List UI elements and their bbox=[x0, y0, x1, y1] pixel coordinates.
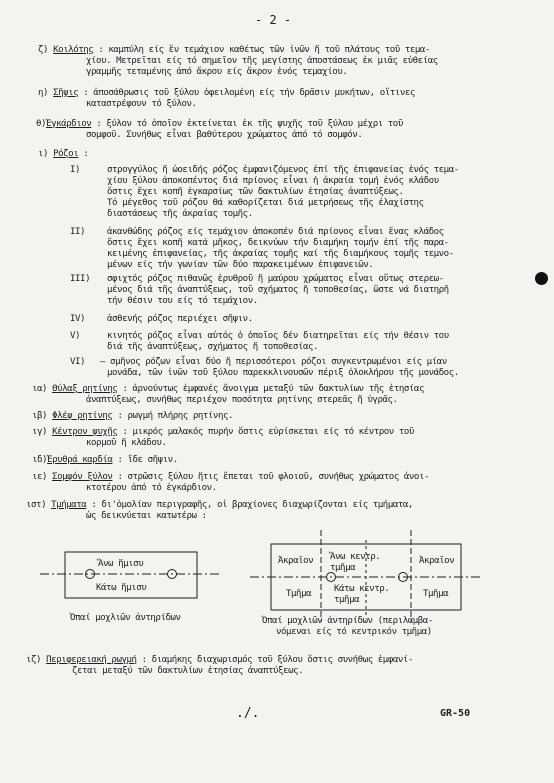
rozos-3-line-1: σφιχτός ρόζος πιθανῶς ἐρυθροῦ ἤ μαύρου χρώματος εἶναι οὕτως στερεω- bbox=[107, 274, 444, 284]
rozos-4-line-1: ἀσθενής ρόζος περιέχει σῆψιν. bbox=[107, 314, 253, 324]
entry-ie-line-2: κτοτέρου ἀπό τό ἐγκάρδιον. bbox=[86, 483, 217, 493]
rozos-1-line-4: Τό μέγεθος τοῦ ρόζου θά καθορίζεται διά μετρήσεως τῆς ἐλαχίστης bbox=[107, 198, 424, 208]
rozos-numeral-6: VI) bbox=[70, 357, 86, 367]
term-tmimata: Τμήματα bbox=[51, 500, 87, 510]
rozos-2-line-2: ὅστις ἔχει κοπῆ κατά μῆκος, δεικνύων τήν διαμήκη τομήν ἐπί τῆς παρα- bbox=[107, 238, 449, 248]
entry-iz-line-1: ιζ) Περιφερειακή ρωγμή : διαμήκης διαχωρισμός τοῦ ξύλου ὅστις συνήθως ἐμφανί- bbox=[26, 655, 413, 665]
entry-id: ιδ)Ἐρυθρά καρδία : ἴδε σῆψιν. bbox=[32, 455, 178, 465]
left-top-label: Ἄνω ἥμισυ bbox=[98, 559, 144, 569]
term-rozoi: Ρόζοι bbox=[53, 149, 79, 159]
entry-iz-line-2: ζεται μεταξύ τῶν δακτυλίων ἐτησίας ἀναπτύξεως. bbox=[72, 666, 304, 676]
right-caption-line-2: νόμεναι είς τό κεντρικόν τμῆμα) bbox=[276, 627, 432, 637]
term-perifereiaki: Περιφερειακή ρωγμή bbox=[46, 655, 137, 665]
entry-ig-line-2: κορμοῦ ἤ κλάδου. bbox=[86, 438, 167, 448]
term-somfon: Σομφόν ξύλον bbox=[52, 472, 113, 482]
rozos-3-line-2: μένος διά τῆς ἀναπτύξεως, τοῦ σχήματος ἤ τοποθεσίας, ὥστε νά διατηρῆ bbox=[107, 285, 449, 295]
page-number: - 2 - bbox=[255, 13, 292, 27]
entry-zeta-line-3: γραμμῆς τεταμένης ἀπό ἄκρου είς ἄκρον ἑνός τεμαχίου. bbox=[86, 67, 348, 77]
entry-ig-line-1: ιγ) Κέντρον ψυχῆς : μικρός μαλακός πυρήν ὅστις εὑρίσκεται είς τό κέντρον τοῦ bbox=[32, 427, 414, 437]
rozos-numeral-4: IV) bbox=[70, 314, 86, 324]
rozos-2-line-4: μένων είς τήν γωνίαν τῶν δύο παρακειμένων ἐπιφανειῶν. bbox=[107, 260, 374, 270]
term-sipsis: Σῆψις bbox=[53, 88, 79, 98]
entry-theta-line-2: σομφοῦ. Συνήθως εἶναι βαθύτερου χρώματος ἀπό τό σομφόν. bbox=[86, 130, 363, 140]
term-koilotis: Κοιλότης bbox=[53, 45, 94, 55]
rozos-2-line-3: κειμένης ἐπιφανείας, τῆς ἀκραίας τομῆς καί τῆς διαμήκους τομῆς τεμνο- bbox=[107, 249, 454, 259]
entry-eta-line-2: καταστρέφουν τό ξύλον. bbox=[86, 99, 197, 109]
term-erythra: Ἐρυθρά καρδία bbox=[47, 455, 113, 465]
term-enkardion: Ἐγκάρδιον bbox=[46, 119, 92, 129]
rozos-numeral-3: III) bbox=[70, 274, 91, 284]
entry-zeta-line-1: ζ) Κοιλότης : καμπύλη είς ἕν τεμάχιον καθέτως τῶν ἰνῶν ἤ τοῦ πλάτους τοῦ τεμα- bbox=[38, 45, 430, 55]
entry-ib: ιβ) Φλέψ ρητίνης : ρωγμή πλήρης ρητίνης. bbox=[32, 411, 234, 421]
entry-ist-line-2: ὡς δεικνύεται κατωτέρω : bbox=[86, 511, 207, 521]
entry-ist-line-1: ιστ) Τμήματα : δι'ὁμολίαν περιγραφῆς, οἱ βραχίονες διαχωρίζονται είς τμήματα, bbox=[26, 500, 413, 510]
right-caption-line-1: Ὀπαί μοχλιῶν ἀντηρίδων (περιλαμβα- bbox=[262, 616, 433, 626]
entry-zeta-line-2: χίου. Μετρεῖται είς τό σημεῖον τῆς μεγίστης ἀποστάσεως ἐκ μιᾶς εὐθείας bbox=[86, 56, 438, 66]
term-fleps: Φλέψ ρητίνης bbox=[52, 411, 113, 421]
right-bottom-left-label: Τμῆμα bbox=[286, 589, 312, 599]
rozos-3-line-3: τήν θέσιν του είς τό τεμάχιον. bbox=[107, 296, 258, 306]
entry-eta-line-1: η) Σῆψις : ἀποσάθρωσις τοῦ ξύλου ὀφειλομένη είς τήν δρᾶσιν μυκήτων, οἵτινες bbox=[38, 88, 415, 98]
rozos-numeral-1: I) bbox=[70, 165, 81, 175]
rozos-1-line-2: χίου ξύλου ἀποκοπέντος διά πρίονος εἶναι ἡ ἀκραία τομή ἑνός κλάδου bbox=[107, 176, 439, 186]
entry-theta-line-1: θ)Ἐγκάρδιον : ξύλον τό ὁποῖον ἐκτείνεται ἐκ τῆς ψυχῆς τοῦ ξύλου μέχρι τοῦ bbox=[36, 119, 403, 129]
entry-ia-line-1: ια) Θύλαξ ρητίνης : ἀρνούντως ἐμφανές ἄνοιγμα μεταξύ τῶν δακτυλίων τῆς ἐτησίας bbox=[32, 384, 424, 394]
entry-ie-line-1: ιε) Σομφόν ξύλον : στρῶσις ξύλου ἥτις ἕπεται τοῦ φλοιοῦ, συνήθως χρώματος ἀνοι- bbox=[32, 472, 429, 482]
left-bottom-label: Κάτω ἥμισυ bbox=[96, 583, 147, 593]
right-bottom-center-label: Κάτω κεντρ. τμῆμα bbox=[334, 584, 390, 605]
rozos-5-line-2: διά τῆς ἀναπτύξεως, σχήματος ἤ τοποθεσίας. bbox=[107, 342, 319, 352]
term-thylax: Θύλαξ ρητίνης bbox=[52, 384, 118, 394]
entry-ia-line-2: ἀναπτύξεως, συνήθως περιέχον ποσότητα ρητίνης στερεᾶς ἤ ὑγρᾶς. bbox=[86, 395, 398, 405]
rozos-numeral-2: II) bbox=[70, 227, 86, 237]
right-top-right-label: Ἀκραῖον bbox=[419, 556, 455, 566]
punch-hole-mark bbox=[535, 272, 548, 285]
rozos-1-line-5: διαστάσεως τῆς ἀκραίας τομῆς. bbox=[107, 209, 253, 219]
term-kentron: Κέντρον ψυχῆς bbox=[52, 427, 118, 437]
rozos-1-line-1: στρογγύλος ἤ ὡοειδής ρόζος ἐμφανιζόμενος ἐπί τῆς ἐπιφανείας ἑνός τεμα- bbox=[107, 165, 459, 175]
right-top-center-label: Ἄνω κεντρ. τμῆμα bbox=[330, 552, 381, 573]
rozos-numeral-5: V) bbox=[70, 331, 81, 341]
right-bottom-right-label: Τμῆμα bbox=[423, 589, 449, 599]
rozos-1-line-3: ὅστις ἔχει κοπῆ ἐγκαρσίως τῶν δακτυλίων ἐτησίας ἀναπτύξεως. bbox=[107, 187, 404, 197]
left-caption: Ὀπαί μοχλιῶν ἀντηρίδων bbox=[70, 613, 181, 623]
rozos-6-line-2: μονάδα, τῶν ἰνῶν τοῦ ξύλου παρεκκλινουσῶν πέριξ ὁλοκλήρου τῆς μονάδος. bbox=[107, 368, 459, 378]
rozos-5-line-1: κινητός ρόζος εἶναι αὐτός ὁ ὁποῖος δέν διατηρεῖται είς τήν θέσιν του bbox=[107, 331, 449, 341]
continuation-mark: ./. bbox=[236, 706, 260, 721]
rozos-2-line-1: ἀκανθώδης ρόζος είς τεμάχιον ἀποκοπέν διά πρίονος εἶναι ἕνας κλάδος bbox=[107, 227, 444, 237]
document-code: GR-50 bbox=[440, 708, 471, 719]
rozos-6-line-1: – σμῆνος ρόζων εἶναι δύο ἤ περισσότεροι ρόζοι συγκεντρωμένοι είς μίαν bbox=[100, 357, 447, 367]
right-top-left-label: Ἀκραῖον bbox=[278, 556, 314, 566]
entry-iota: ι) Ρόζοι : bbox=[38, 149, 89, 159]
